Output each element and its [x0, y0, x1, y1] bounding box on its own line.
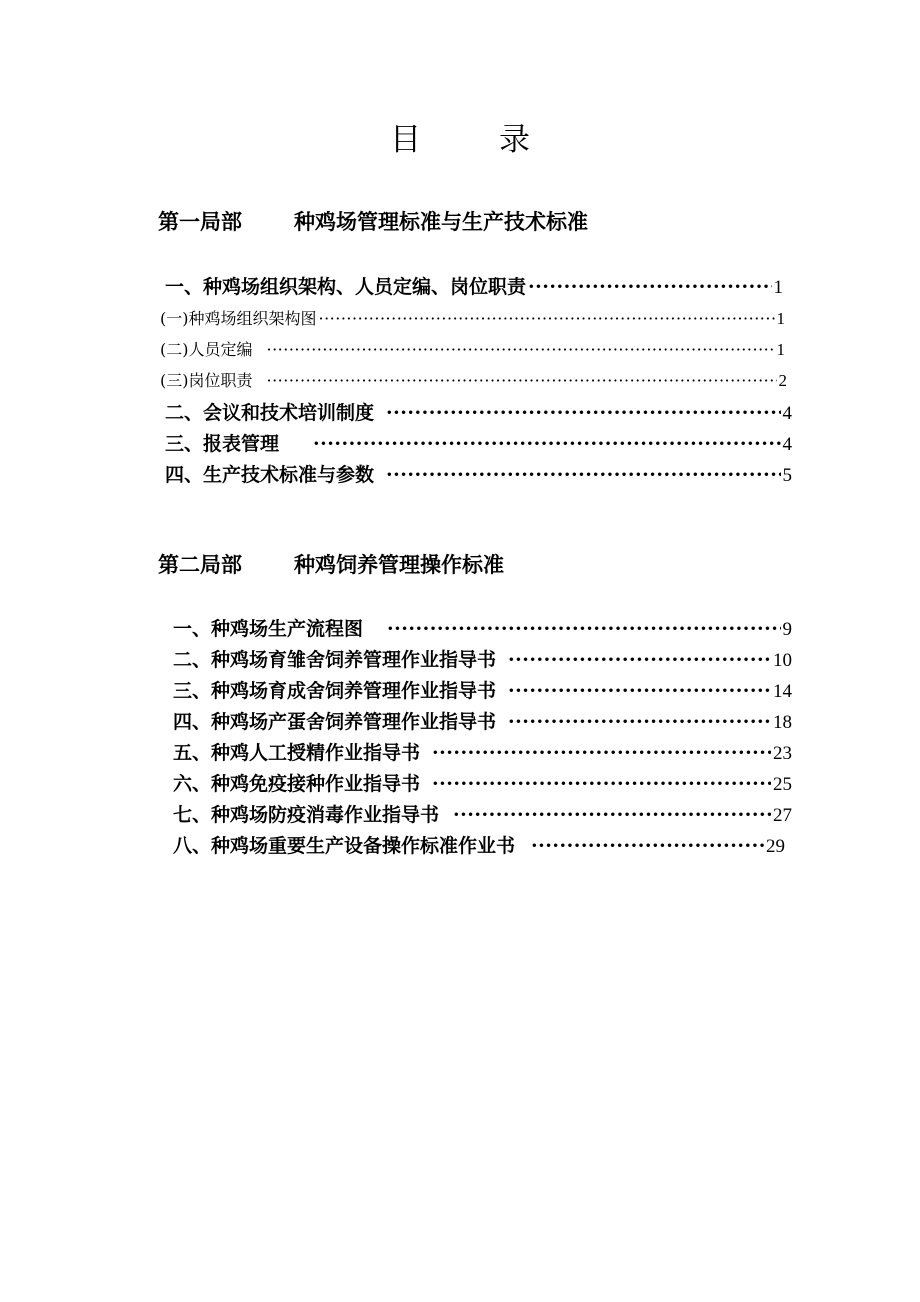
toc-entry-label: 四、生产技术标准与参数	[165, 464, 375, 486]
toc-entry-page: 29	[766, 836, 785, 857]
toc-leader-dots	[387, 618, 780, 640]
part1-name: 种鸡场管理标准与生产技术标准	[294, 209, 588, 234]
toc-leader-dots	[432, 742, 771, 764]
toc-entry-label: 一、种鸡场生产流程图	[173, 618, 364, 640]
title-char-2: 录	[499, 122, 530, 158]
toc-entry-page: 14	[773, 681, 792, 702]
toc-leader-dots	[319, 309, 775, 328]
toc-entry-page: 4	[782, 434, 792, 455]
toc-entry-page: 1	[773, 277, 783, 298]
toc-entry-label: 二、种鸡场育雏舍饲养管理作业指导书	[173, 649, 497, 671]
toc-entry[interactable]	[173, 769, 792, 796]
toc-entry-label: 一、种鸡场组织架构、人员定编、岗位职责	[165, 276, 527, 298]
toc-entry-page: 9	[782, 619, 792, 640]
toc-leader-dots	[432, 773, 771, 795]
toc-entry[interactable]	[173, 676, 792, 703]
part2-name: 种鸡饲养管理操作标准	[294, 552, 504, 577]
toc-entry[interactable]	[165, 272, 783, 299]
toc-entry-label: (三)岗位职责	[160, 371, 253, 390]
toc-entry-label: 七、种鸡场防疫消毒作业指导书	[173, 804, 440, 826]
toc-leader-dots	[313, 433, 780, 455]
toc-entry-label: 五、种鸡人工授精作业指导书	[173, 742, 421, 764]
toc-leader-dots	[508, 711, 771, 733]
toc-entry-page: 10	[773, 650, 792, 671]
toc-entry[interactable]	[173, 645, 792, 672]
toc-entry-label: 三、种鸡场育成舍饲养管理作业指导书	[173, 680, 497, 702]
toc-entry[interactable]	[165, 398, 792, 425]
toc-entry[interactable]	[160, 368, 787, 391]
toc-entry-page: 4	[782, 403, 792, 424]
toc-leader-dots	[386, 402, 780, 424]
toc-entry[interactable]	[160, 337, 785, 360]
toc-leader-dots	[531, 835, 764, 857]
toc-entry[interactable]	[173, 831, 785, 858]
toc-leader-dots	[508, 649, 771, 671]
toc-entry-label: 二、会议和技术培训制度	[165, 402, 375, 424]
toc-leader-dots	[528, 276, 771, 298]
toc-entry[interactable]	[173, 614, 792, 641]
toc-entry[interactable]	[165, 429, 792, 456]
toc-entry-label: 八、种鸡场重要生产设备操作标准作业书	[173, 835, 516, 857]
toc-entry-page: 23	[773, 743, 792, 764]
toc-entry-page: 25	[773, 774, 792, 795]
toc-entry-page: 2	[778, 371, 787, 390]
part1-heading	[158, 206, 588, 236]
page-title	[0, 114, 920, 159]
toc-entry-page: 18	[773, 712, 792, 733]
toc-leader-dots	[386, 464, 780, 486]
toc-entry[interactable]	[165, 460, 792, 487]
toc-leader-dots	[267, 371, 777, 390]
toc-entry-label: 三、报表管理	[165, 433, 280, 455]
toc-entry[interactable]	[160, 306, 785, 329]
toc-entry[interactable]	[173, 707, 792, 734]
toc-leader-dots	[267, 340, 775, 359]
toc-entry-label: 四、种鸡场产蛋舍饲养管理作业指导书	[173, 711, 497, 733]
toc-entry-page: 27	[773, 805, 792, 826]
part1-number: 第一局部	[158, 209, 242, 234]
toc-leader-dots	[453, 804, 771, 826]
part2-heading	[158, 549, 504, 579]
toc-entry[interactable]	[173, 738, 792, 765]
toc-entry-label: (二)人员定编	[160, 340, 253, 359]
toc-entry-page: 5	[782, 465, 792, 486]
toc-entry[interactable]	[173, 800, 792, 827]
title-char-1: 目	[390, 122, 421, 158]
toc-leader-dots	[508, 680, 771, 702]
toc-entry-page: 1	[776, 309, 785, 328]
toc-entry-label: (一)种鸡场组织架构图	[160, 309, 317, 328]
toc-entry-page: 1	[776, 340, 785, 359]
part2-number: 第二局部	[158, 552, 242, 577]
toc-entry-label: 六、种鸡免疫接种作业指导书	[173, 773, 421, 795]
